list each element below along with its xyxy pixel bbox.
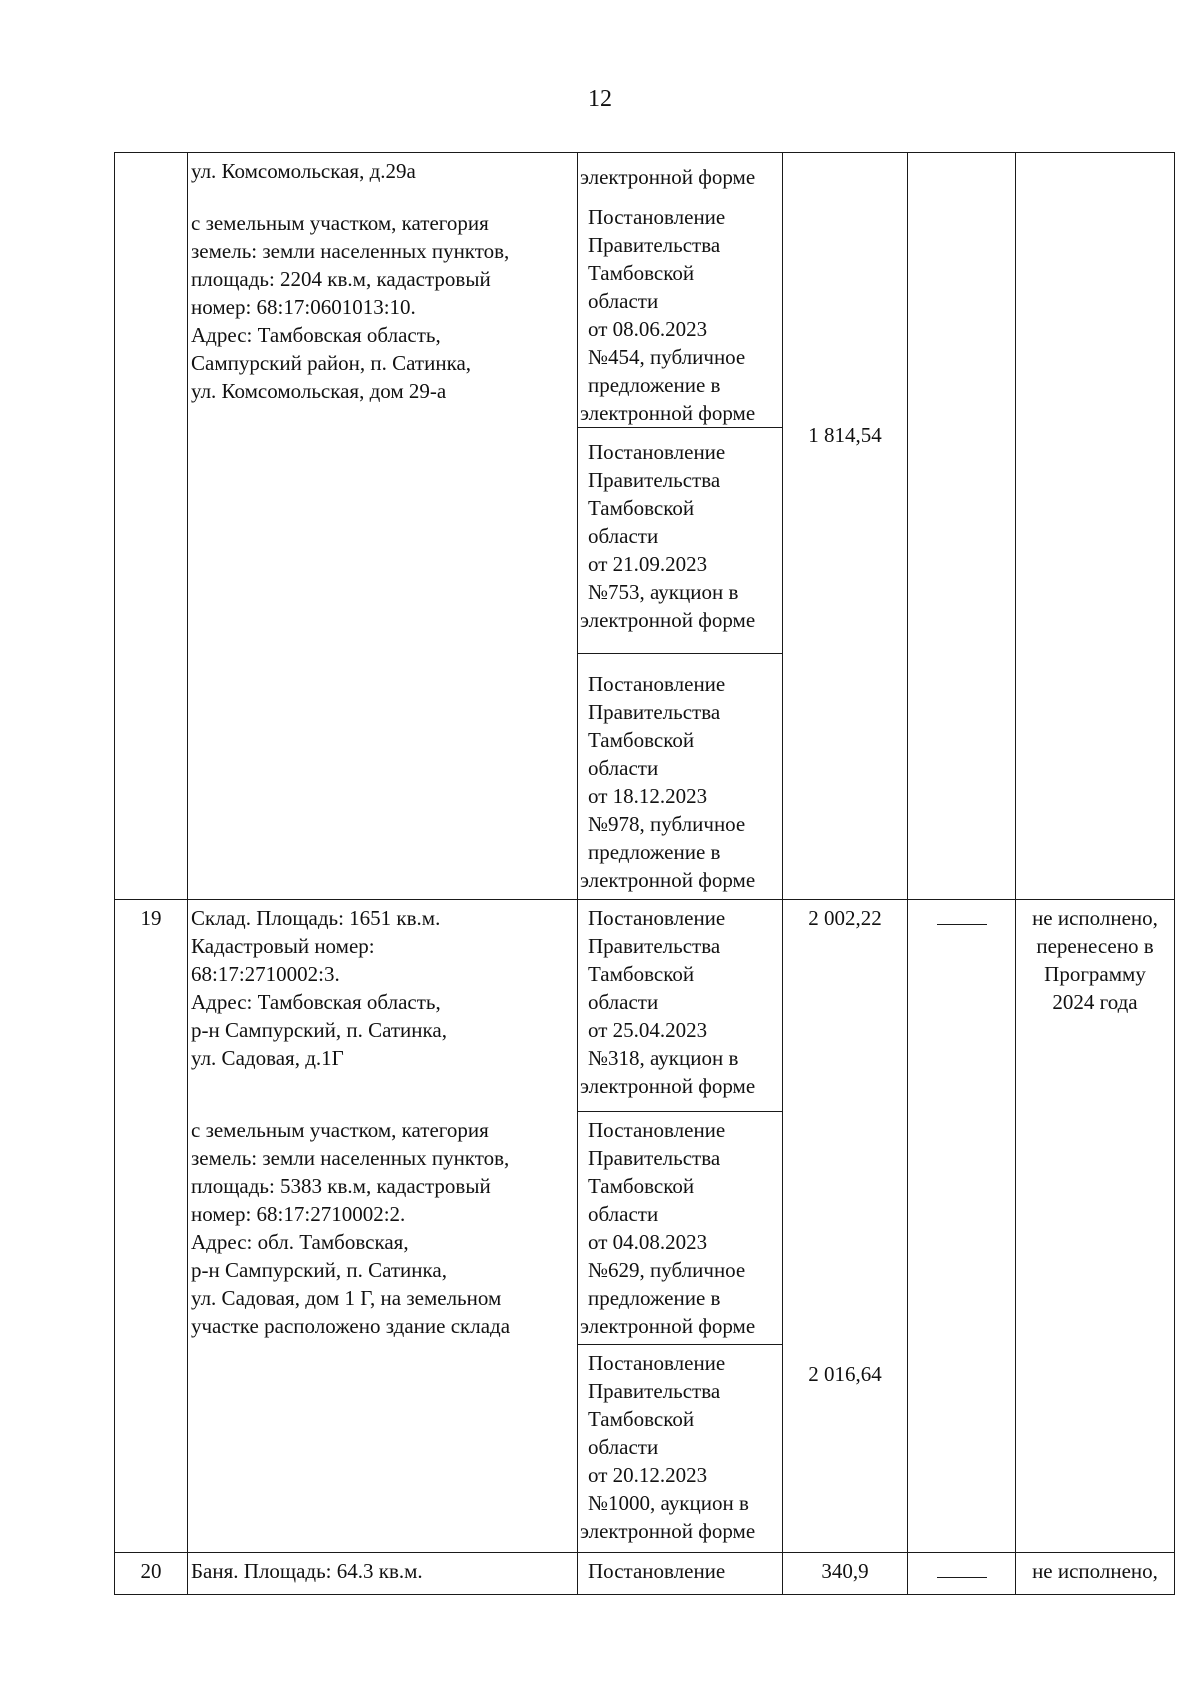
resolution-cell: Постановление Правительства Тамбовской области от 20.12.2023 №1000, аукцион в электронной форме [578,1345,783,1553]
sum-value-2: 2 016,64 [808,1362,882,1386]
dash-mark [937,1559,987,1578]
row-number [115,153,188,900]
sum-cell [783,1553,908,1595]
program-table [114,152,1175,1595]
sum-cell [783,153,908,900]
table-row [115,153,1175,428]
resolution-cell: электронной форме Постановление Правительства Тамбовской области от 08.06.2023 №454, публичное предложение в электронной форме [578,153,783,428]
table-row [115,1553,1175,1595]
note-cell: не исполнено, [1016,1553,1175,1595]
sum-value: 340,9 [821,1559,869,1583]
resolution-cell: Постановление Правительства Тамбовской области от 25.04.2023 №318, аукцион в электронной форме [578,900,783,1112]
sum-value: 1 814,54 [808,423,882,447]
resolution-cell: Постановление [578,1553,783,1595]
note-cell [1016,153,1175,900]
property-description: Баня. Площадь: 64.3 кв.м. [188,1553,578,1595]
page-number: 12 [588,86,612,112]
resolution-cell: Постановление Правительства Тамбовской области от 18.12.2023 №978, публичное предложение в электронной форме [578,654,783,900]
property-description: Склад. Площадь: 1651 кв.м. Кадастровый номер: 68:17:2710002:3. Адрес: Тамбовская область, р-н Сампурский, п. Сатинка, ул. Садовая, д.1Г с земельным участком, категория земель: земли населенных пунктов, площадь: 5383 кв.м, кадастровый номер: 68:17:2710002:2. Адрес: обл. Тамбовская, р-н Сампурский, п. Сатинка, ул. Садовая, дом 1 Г, на земельном участке расположено здание склада [188,900,578,1553]
property-description: ул. Комсомольская, д.29а с земельным участком, категория земель: земли населенных пунктов, площадь: 2204 кв.м, кадастровый номер: 68:17:0601013:10. Адрес: Тамбовская область, Сампурский район, п. Сатинка, ул. Комсомольская, дом 29-а [188,153,578,900]
note-cell: не исполнено, перенесено в Программу 2024 года [1016,900,1175,1553]
row-number: 19 [115,900,188,1553]
row-number: 20 [115,1553,188,1595]
sum-cell [783,900,908,1553]
actual-cell [908,153,1016,900]
dash-mark [937,906,987,925]
actual-cell [908,1553,1016,1595]
actual-cell [908,900,1016,1553]
sum-value: 2 002,22 [808,906,882,930]
table-row [115,900,1175,1112]
resolution-cell: Постановление Правительства Тамбовской области от 04.08.2023 №629, публичное предложение в электронной форме [578,1112,783,1345]
resolution-cell: Постановление Правительства Тамбовской области от 21.09.2023 №753, аукцион в электронной форме [578,432,783,654]
